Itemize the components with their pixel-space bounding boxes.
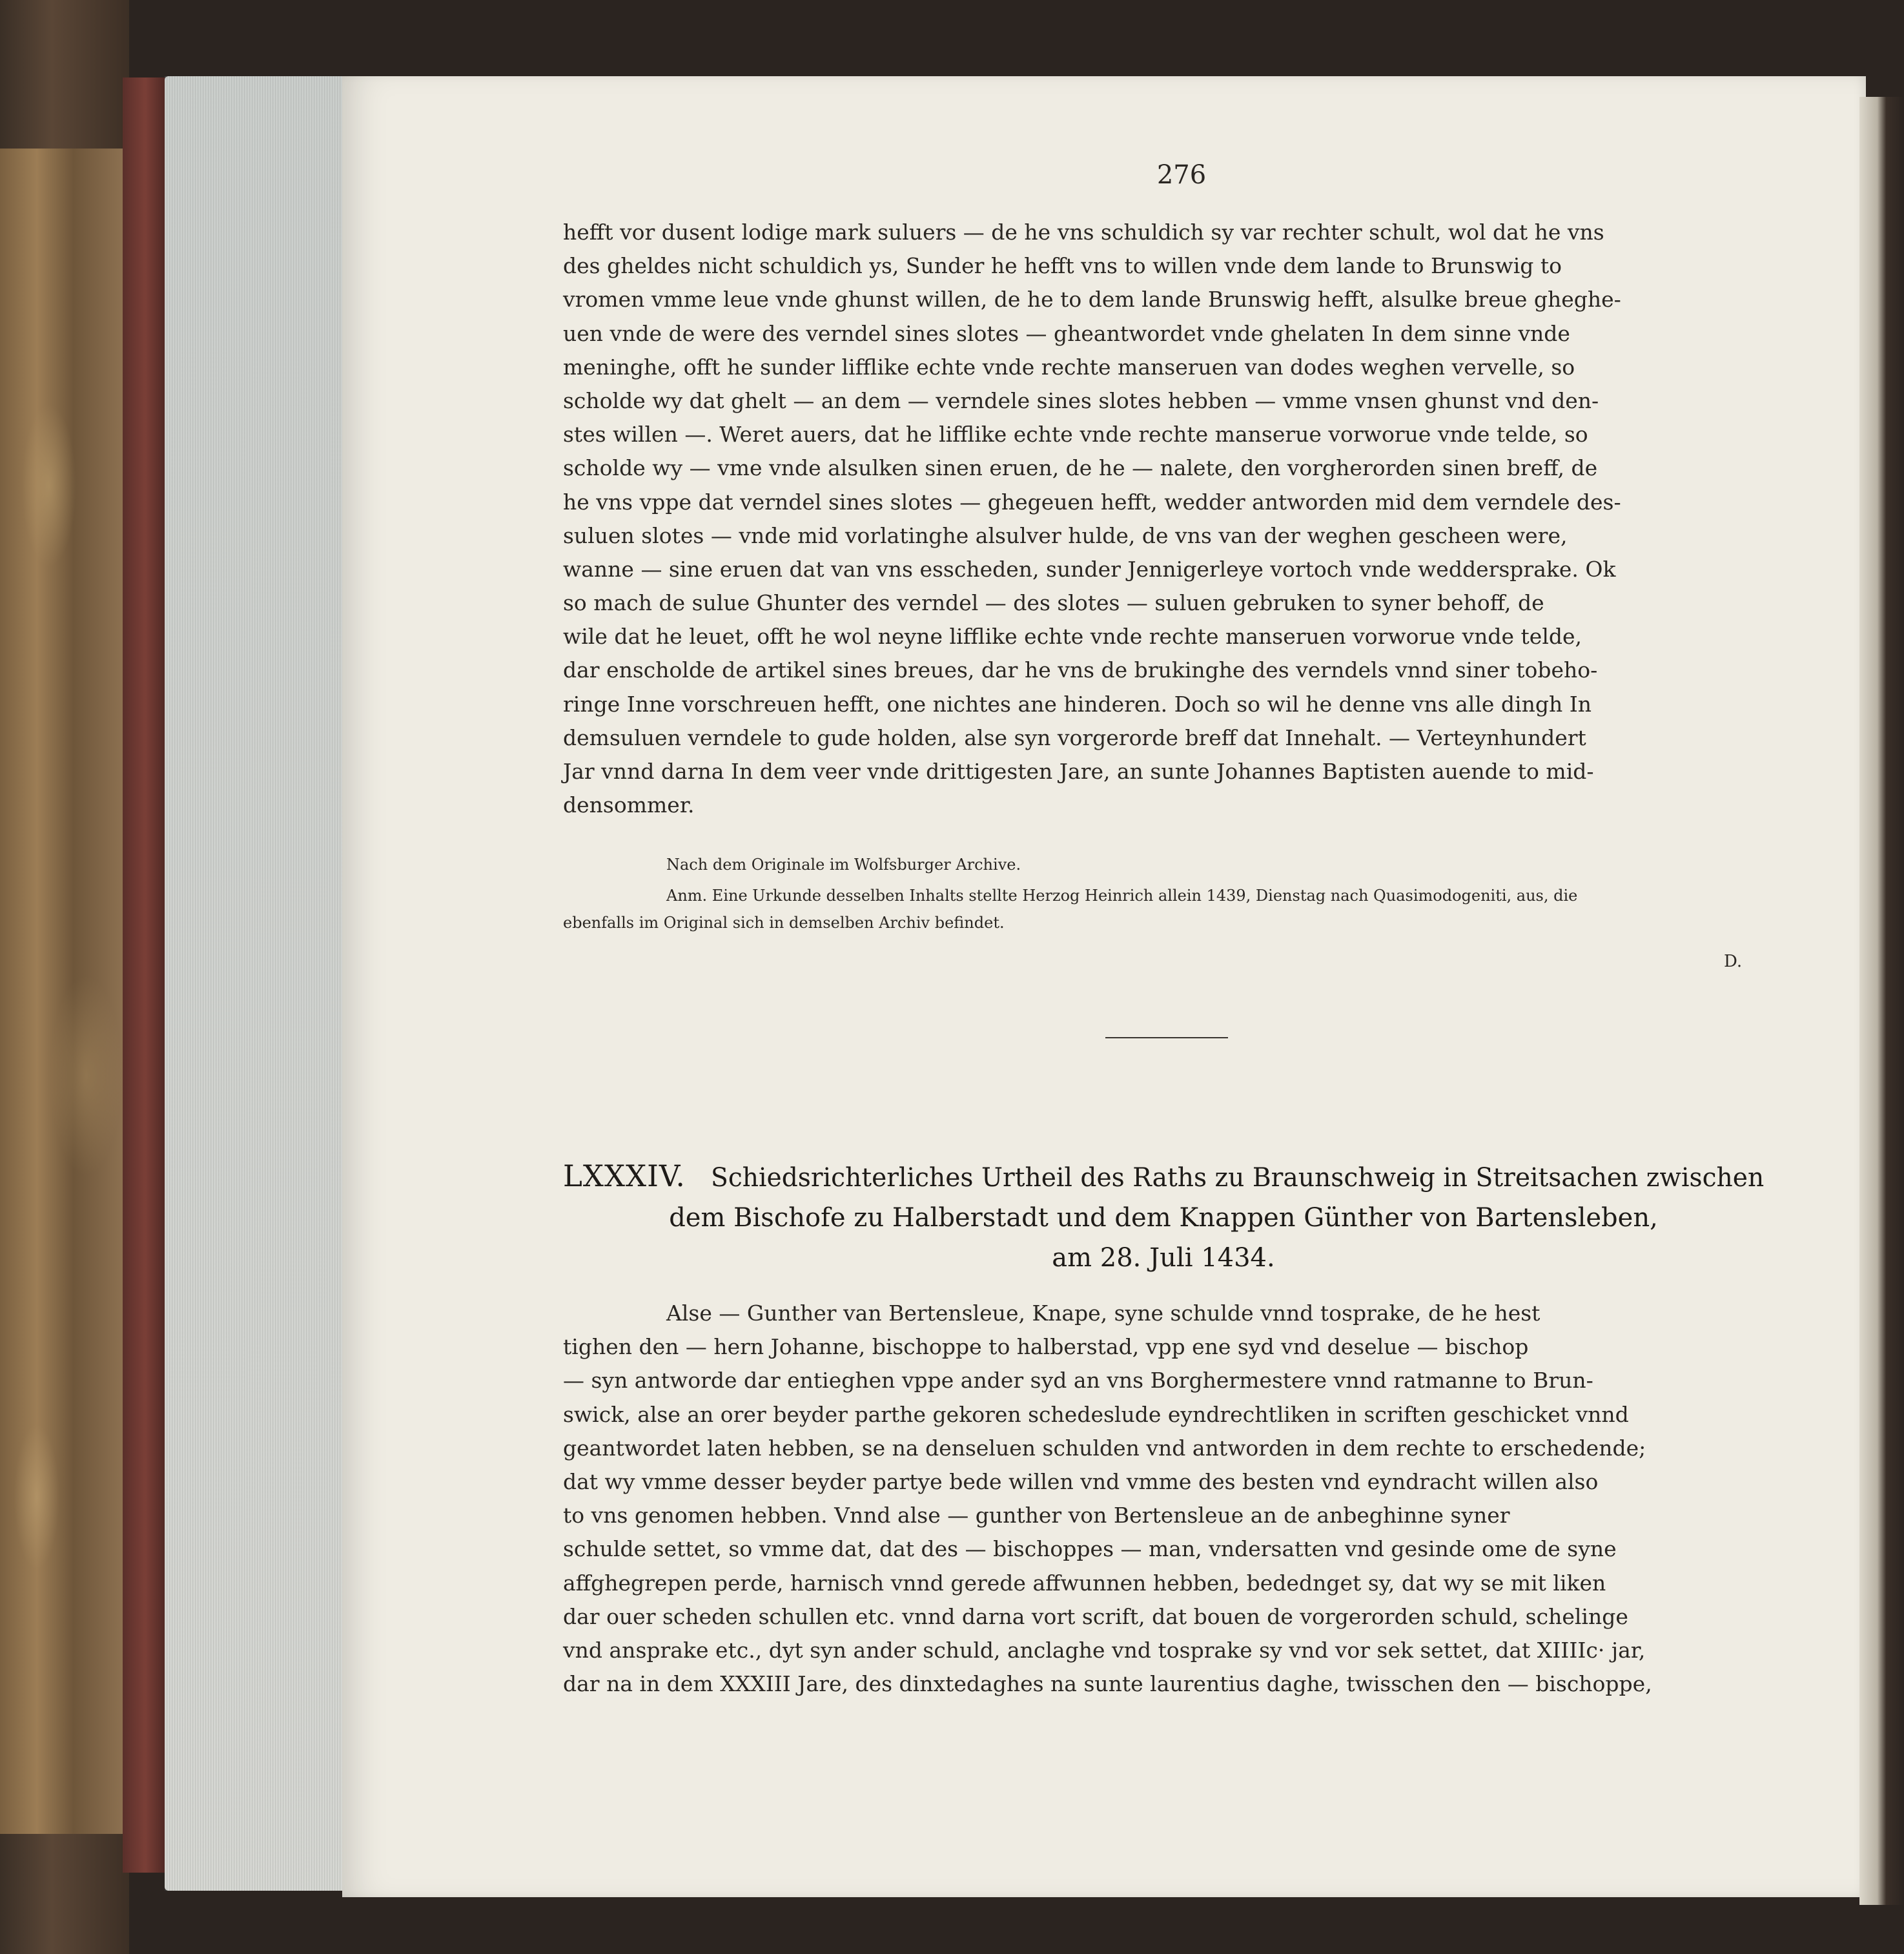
document-body-section-2: [563, 1297, 1764, 1701]
text-line: scholde wy dat ghelt — an dem — verndele sines slotes hebben — vmme vnsen ghunst vnd den-: [563, 387, 1599, 413]
text-line: stes willen —. Weret auers, dat he lifflike echte vnde rechte manserue vorworue vnde telde, so: [563, 422, 1588, 447]
text-line: wile dat he leuet, offt he wol neyne lifflike echte vnde rechte manseruen vorworue vnde telde,: [563, 624, 1582, 650]
document-body-section-1: [563, 216, 1764, 822]
heading-line-3: am 28. Juli 1434.: [1052, 1243, 1275, 1273]
heading-line-2: dem Bischofe zu Halberstadt und dem Knappen Günther von Bartensleben,: [669, 1203, 1658, 1233]
text-line: dat wy vmme desser beyder partye bede willen vnd vmme des besten vnd eyndracht willen also: [563, 1468, 1599, 1494]
text-line: so mach de sulue Ghunter des verndel — des slotes — suluen gebruken to syner behoff, de: [563, 590, 1544, 616]
text-line: suluen slotes — vnde mid vorlatinghe alsulver hulde, de vns van der weghen gescheen were,: [563, 522, 1568, 548]
heading-title-1: Schiedsrichterliches Urtheil des Raths zu Braunschweig in Streitsachen zwischen: [710, 1163, 1765, 1193]
page-number: 276: [1156, 160, 1207, 190]
document-number: LXXXIV.: [563, 1158, 686, 1193]
text-line: Alse — Gunther van Bertensleue, Knape, syne schulde vnnd tosprake, de he hest: [666, 1301, 1541, 1326]
next-page-edge: [1859, 97, 1904, 1905]
text-line: densommer.: [563, 792, 695, 818]
signature-initial: D.: [1724, 952, 1743, 971]
text-line: to vns genomen hebben. Vnnd alse — gunther von Bertensleue an de anbeghinne syner: [563, 1503, 1510, 1528]
book-spine: [123, 77, 168, 1873]
text-line: scholde wy — vme vnde alsulken sinen eruen, de he — nalete, den vorgherorden sinen breff, de: [563, 455, 1598, 481]
text-line: he vns vppe dat verndel sines slotes — ghegeuen hefft, wedder antworden mid dem verndele des-: [563, 489, 1621, 515]
text-line: uen vnde de were des verndel sines slotes — gheantwordet vnde ghelaten In dem sinne vnde: [563, 320, 1570, 346]
text-line: dar na in dem XXXIII Jare, des dinxtedaghes na sunte laurentius daghe, twisschen den — bischoppe,: [563, 1671, 1652, 1697]
source-note: Nach dem Originale im Wolfsburger Archive.: [666, 856, 1021, 874]
text-line: vnd ansprake etc., dyt syn ander schuld, anclaghe vnd tosprake sy vnd vor sek settet, dat XIIIIc· jar,: [563, 1637, 1646, 1663]
text-line: Jar vnnd darna In dem veer vnde drittigesten Jare, an sunte Johannes Baptisten auende to mid-: [563, 759, 1594, 784]
text-line: — syn antworde dar entieghen vppe ander syd an vns Borghermestere vnnd ratmanne to Brun-: [563, 1368, 1593, 1394]
annotation-line-1: Anm. Eine Urkunde desselben Inhalts stellte Herzog Heinrich allein 1439, Dienstag nach Quasimodogeniti, aus, die: [666, 887, 1578, 905]
annotation-line-2: ebenfalls im Original sich in demselben Archiv befindet.: [563, 914, 1005, 932]
text-line: affghegrepen perde, harnisch vnnd gerede affwunnen hebben, bedednget sy, dat wy se mit liken: [563, 1570, 1606, 1596]
text-line: swick, alse an orer beyder parthe gekoren schedeslude eyndrechtliken in scriften geschicket vnnd: [563, 1401, 1629, 1427]
heading-line-1: [563, 1156, 1765, 1198]
text-line: ringe Inne vorschreuen hefft, one nichtes ane hinderen. Doch so wil he denne vns alle dingh In: [563, 691, 1592, 717]
text-line: demsuluen verndele to gude holden, alse syn vorgerorde breff dat Innehalt. — Verteynhundert: [563, 725, 1586, 750]
text-line: des gheldes nicht schuldich ys, Sunder he hefft vns to willen vnde dem lande to Brunswig to: [563, 253, 1562, 279]
text-line: dar enscholde de artikel sines breues, dar he vns de brukinghe des verndels vnnd siner tobeho-: [563, 657, 1598, 683]
text-line: tighen den — hern Johanne, bischoppe to halberstad, vpp ene syd vnd deselue — bischop: [563, 1334, 1529, 1360]
text-line: meninghe, offt he sunder lifflike echte vnde rechte manseruen van dodes weghen vervelle, so: [563, 354, 1575, 380]
text-line: wanne — sine eruen dat van vns esscheden, sunder Jennigerleye vortoch vnde weddersprake. Ok: [563, 556, 1616, 582]
section-separator: [1105, 1037, 1228, 1038]
section-heading: [563, 1156, 1764, 1278]
text-line: dar ouer scheden schullen etc. vnnd darna vort scrift, dat bouen de vorgerorden schuld, schelinge: [563, 1603, 1628, 1629]
notes-block: [563, 851, 1764, 936]
text-line: hefft vor dusent lodige mark suluers — de he vns schuldich sy var rechter schult, wol dat he vns: [563, 220, 1604, 245]
text-line: geantwordet laten hebben, se na denseluen schulden vnd antworden in dem rechte to erschedende;: [563, 1435, 1646, 1461]
page-edges: [165, 76, 345, 1891]
text-line: schulde settet, so vmme dat, dat des — bischoppes — man, vndersatten vnd gesinde ome de syne: [563, 1536, 1617, 1562]
marbled-endpaper: [0, 149, 123, 1834]
text-line: vromen vmme leue vnde ghunst willen, de he to dem lande Brunswig hefft, alsulke breue gheghe-: [563, 287, 1621, 313]
